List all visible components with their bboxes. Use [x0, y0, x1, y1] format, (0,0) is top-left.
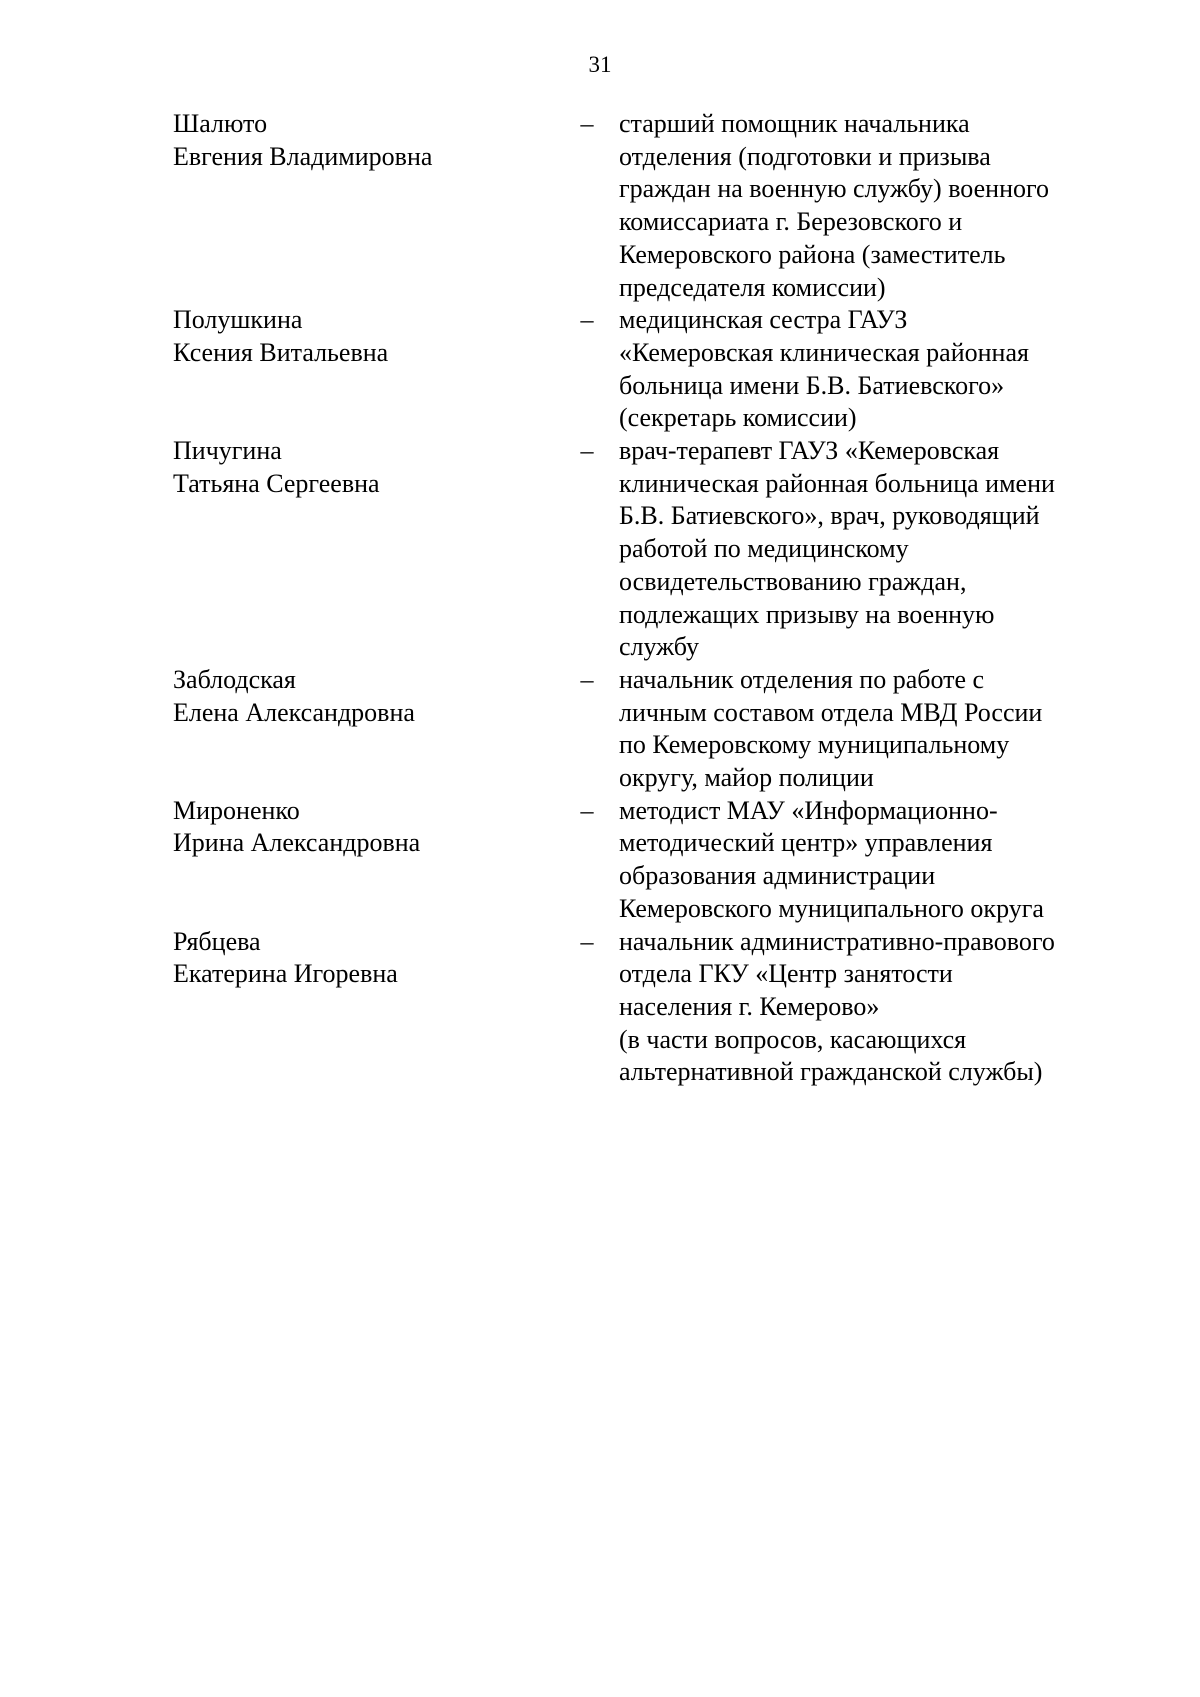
member-dash: – [580, 664, 594, 694]
member-given-names: Елена Александровна [173, 697, 415, 727]
member-entry [173, 664, 1113, 795]
member-name [173, 435, 553, 500]
member-dash: – [580, 926, 594, 956]
member-role: врач-терапевт ГАУЗ «Кемеровская клиническая районная больница имени Б.В. Батиевского», врач, руководящий работой по медицинскому освидетельствованию граждан, подлежащих призыву на военную службу [619, 436, 1055, 662]
member-role: начальник административно-правового отдела ГКУ «Центр занятости населения г. Кемерово» (в части вопросов, касающихся альтернативной гражданской службы) [619, 926, 1055, 1087]
page-number: 31 [588, 52, 612, 77]
member-surname: Заблодская [173, 664, 296, 694]
member-dash: – [580, 436, 594, 466]
member-entry [173, 795, 1113, 926]
member-dash: – [580, 305, 594, 335]
member-role: старший помощник начальника отделения (подготовки и призыва граждан на военную службу) военного комиссариата г. Березовского и Кемеровского района (заместитель председателя комиссии) [619, 109, 1050, 302]
member-entry [173, 926, 1113, 1090]
member-surname: Шалюто [173, 109, 268, 138]
member-name [173, 664, 553, 729]
commission-members-list [173, 108, 1113, 1089]
member-given-names: Татьяна Сергеевна [173, 468, 380, 498]
member-name [173, 926, 553, 991]
member-role: медицинская сестра ГАУЗ «Кемеровская клиническая районная больница имени Б.В. Батиевского» (секретарь комиссии) [619, 305, 1029, 433]
member-surname: Мироненко [173, 795, 300, 825]
member-dash: – [580, 795, 594, 825]
member-name [173, 108, 553, 173]
member-surname: Полушкина [173, 305, 303, 335]
member-given-names: Ирина Александровна [173, 828, 421, 858]
member-given-names: Ксения Витальевна [173, 337, 389, 367]
member-role: начальник отделения по работе с личным составом отдела МВД России по Кемеровскому муниципальному округу, майор полиции [619, 664, 1043, 793]
member-entry [173, 304, 1113, 435]
member-surname: Пичугина [173, 436, 282, 466]
member-given-names: Евгения Владимировна [173, 141, 433, 171]
member-name [173, 304, 553, 369]
member-entry [173, 435, 1113, 664]
member-name [173, 795, 553, 860]
member-dash: – [580, 109, 594, 138]
member-role: методист МАУ «Информационно- методический центр» управления образования администрации Кемеровского муниципального округа [619, 795, 1044, 923]
member-entry [173, 108, 1113, 304]
member-given-names: Екатерина Игоревна [173, 959, 398, 989]
member-surname: Рябцева [173, 926, 261, 956]
